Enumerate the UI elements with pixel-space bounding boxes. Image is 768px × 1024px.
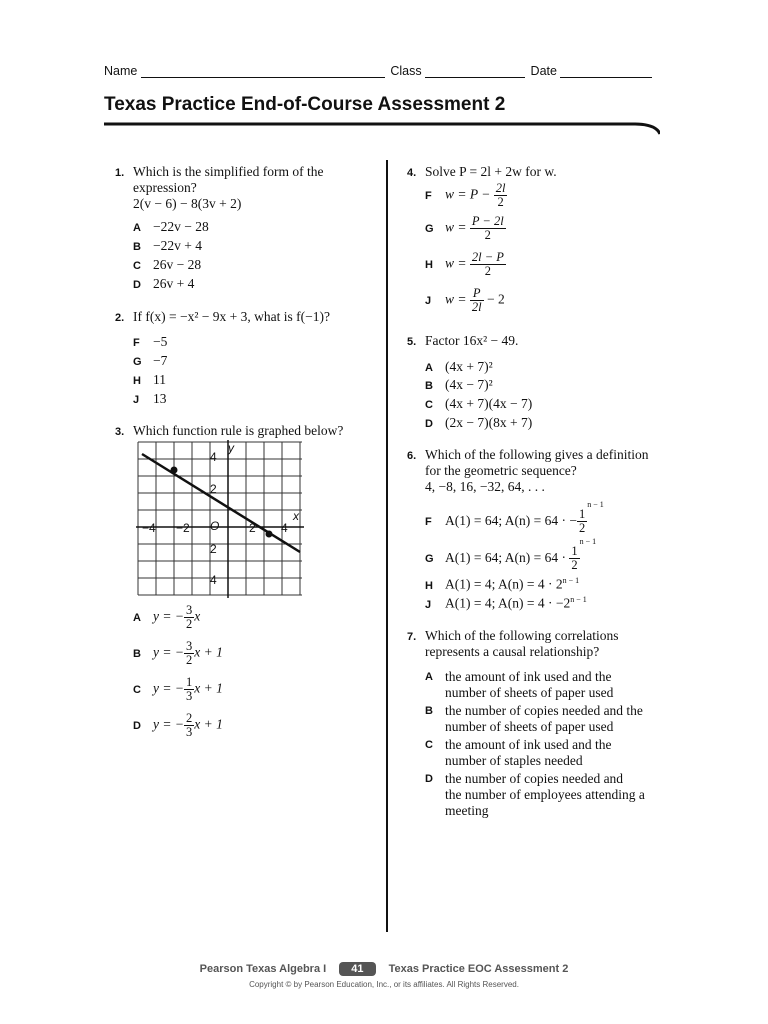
- q7-stem: [425, 628, 618, 660]
- q1-expression: 2(v − 6) − 8(3v + 2): [133, 196, 242, 211]
- numerator: 1: [578, 507, 586, 522]
- option-letter: F: [133, 337, 140, 349]
- class-label: Class: [390, 64, 422, 78]
- q3-number: 3.: [115, 426, 125, 438]
- option-text: −5: [153, 334, 168, 349]
- numerator: 2l: [495, 181, 506, 195]
- q2-number: 2.: [115, 312, 125, 324]
- y-tick-label: 2: [210, 542, 217, 556]
- numerator: 2: [185, 711, 193, 725]
- q6-text2: for the geometric sequence?: [425, 463, 577, 478]
- q7-text1: Which of the following correlations: [425, 628, 619, 643]
- option-text: −22v − 28: [153, 219, 209, 234]
- q7-number: 7.: [407, 631, 417, 643]
- denominator: 3: [185, 725, 193, 739]
- option-text: x + 1: [194, 716, 223, 732]
- q7-option-a[interactable]: [425, 669, 613, 701]
- q3-graph: [136, 440, 306, 600]
- q2-option-f[interactable]: [133, 334, 167, 350]
- denominator: 2: [578, 521, 586, 536]
- title-rule: [104, 122, 660, 136]
- option-text: x: [194, 608, 201, 624]
- option-text: w =: [445, 255, 467, 271]
- q1-option-b[interactable]: [133, 238, 202, 254]
- option-text: w =: [445, 291, 467, 307]
- option-letter: G: [425, 222, 434, 235]
- x-axis-label: x: [293, 509, 299, 523]
- y-tick-label: 4: [210, 573, 217, 587]
- q3-option-d[interactable]: [133, 712, 223, 739]
- option-letter: J: [133, 394, 140, 406]
- option-text: y = −: [153, 608, 184, 624]
- option-text: 26v + 4: [153, 276, 195, 291]
- q4-option-h[interactable]: [425, 251, 506, 278]
- option-text: y = −: [153, 644, 184, 660]
- denominator: 2: [484, 264, 492, 278]
- q1-option-d[interactable]: [133, 276, 194, 292]
- exponent: n − 1: [570, 595, 587, 604]
- y-axis-label: y: [228, 441, 234, 455]
- graph-grid: [138, 442, 302, 595]
- name-field[interactable]: [141, 65, 385, 78]
- x-tick-label: −4: [142, 521, 156, 535]
- fraction: [470, 251, 506, 278]
- option-text: x + 1: [194, 680, 223, 696]
- numerator: 1: [571, 544, 578, 559]
- option-letter: H: [425, 579, 433, 592]
- option-letter: B: [425, 380, 433, 392]
- option-letter: F: [425, 516, 432, 528]
- option-text: the number of employees attending a: [445, 787, 645, 802]
- q1-stem: [133, 164, 323, 212]
- q5-option-d[interactable]: [425, 415, 532, 431]
- option-text: number of sheets of paper used: [445, 685, 614, 700]
- graph-line: [142, 454, 300, 552]
- origin-label: O: [210, 519, 220, 533]
- option-text: w =: [445, 219, 467, 235]
- option-text: x + 1: [194, 644, 223, 660]
- q4-option-j[interactable]: [425, 287, 505, 314]
- option-text: A(1) = 4; A(n) = 4 · −2: [445, 595, 571, 611]
- option-text: the number of copies needed and the: [445, 703, 643, 718]
- option-letter: A: [133, 222, 141, 234]
- fraction: [569, 545, 579, 572]
- fraction: [184, 712, 194, 739]
- y-tick-label: 4: [210, 450, 217, 464]
- numerator: P: [470, 287, 484, 301]
- q7-option-d[interactable]: [425, 771, 645, 819]
- q4-option-g[interactable]: [425, 215, 506, 242]
- q6-option-f[interactable]: [425, 500, 604, 535]
- option-letter: A: [425, 671, 433, 683]
- option-letter: J: [425, 598, 432, 611]
- q7-text2: represents a causal relationship?: [425, 644, 600, 659]
- option-text: the amount of ink used and the: [445, 737, 612, 752]
- option-text: (2x − 7)(8x + 7): [445, 415, 533, 430]
- q5-option-c[interactable]: [425, 396, 532, 412]
- q1-number: 1.: [115, 167, 125, 179]
- q5-stem: Factor 16x² − 49.: [425, 333, 519, 348]
- option-letter: C: [425, 739, 433, 751]
- q3-option-c[interactable]: [133, 676, 223, 703]
- date-label: Date: [530, 64, 557, 78]
- option-letter: G: [425, 553, 434, 565]
- option-text: −22v + 4: [153, 238, 202, 253]
- fraction: [470, 287, 484, 314]
- q6-text3: 4, −8, 16, −32, 64, . . .: [425, 479, 545, 494]
- student-info-line: [104, 64, 652, 78]
- q5-option-b[interactable]: [425, 377, 493, 393]
- graph-point: [171, 467, 178, 474]
- x-tick-label: −2: [176, 521, 190, 535]
- fraction: [184, 676, 194, 703]
- option-text: (4x + 7)(4x − 7): [445, 396, 533, 411]
- option-letter: D: [133, 719, 141, 732]
- option-text: y = −: [153, 680, 184, 696]
- exponent: n − 1: [579, 537, 597, 546]
- option-text: A(1) = 64; A(n) = 64 ·: [445, 550, 566, 565]
- q2-stem: If f(x) = −x² − 9x + 3, what is f(−1)?: [133, 309, 330, 324]
- option-text: number of sheets of paper used: [445, 719, 614, 734]
- q7-option-b[interactable]: [425, 703, 643, 735]
- option-text: A(1) = 64; A(n) = 64 · −: [445, 513, 577, 528]
- date-field[interactable]: [560, 65, 652, 78]
- denominator: 2: [185, 653, 193, 667]
- denominator: 3: [185, 689, 193, 703]
- q2-option-g[interactable]: [133, 353, 167, 369]
- q6-number: 6.: [407, 450, 417, 462]
- fraction: [494, 182, 508, 209]
- page-title: Texas Practice End-of-Course Assessment 2: [104, 94, 506, 115]
- option-letter: J: [425, 294, 432, 307]
- name-label: Name: [104, 64, 138, 78]
- denominator: 2: [185, 617, 193, 631]
- column-divider: [386, 160, 388, 932]
- option-letter: C: [133, 260, 141, 272]
- option-letter: D: [425, 773, 433, 785]
- option-letter: H: [133, 375, 141, 387]
- q6-option-g[interactable]: [425, 537, 596, 572]
- q6-text1: Which of the following gives a definition: [425, 447, 649, 462]
- option-text: A(1) = 4; A(n) = 4 · 2: [445, 576, 563, 592]
- option-text: −7: [153, 353, 168, 368]
- q6-option-j[interactable]: [425, 595, 587, 612]
- graph-point: [266, 531, 273, 538]
- option-letter: A: [133, 611, 141, 624]
- option-letter: B: [425, 705, 433, 717]
- option-letter: B: [133, 647, 141, 660]
- option-letter: F: [425, 189, 432, 202]
- option-text: the amount of ink used and the: [445, 669, 612, 684]
- option-letter: H: [425, 258, 433, 271]
- x-tick-label: 4: [281, 521, 288, 535]
- class-field[interactable]: [425, 65, 525, 78]
- option-letter: D: [425, 418, 433, 430]
- denominator: 2: [484, 228, 491, 242]
- exponent: n − 1: [562, 576, 580, 585]
- option-text: number of staples needed: [445, 753, 583, 768]
- option-text: 11: [153, 372, 166, 387]
- q7-option-c[interactable]: [425, 737, 611, 769]
- option-text: meeting: [445, 803, 489, 818]
- numerator: 3: [185, 639, 193, 653]
- q1-option-a[interactable]: [133, 219, 209, 235]
- fraction: [577, 508, 587, 535]
- page-footer: [0, 962, 768, 989]
- denominator: 2l: [471, 300, 482, 314]
- option-text: − 2: [486, 291, 505, 307]
- q4-option-f[interactable]: [425, 182, 507, 209]
- option-text: y = −: [153, 716, 184, 732]
- numerator: 3: [185, 603, 193, 617]
- option-letter: C: [425, 399, 433, 411]
- q1-text1: Which is the simplified form of the: [133, 164, 324, 179]
- q3-stem: Which function rule is graphed below?: [133, 423, 344, 438]
- option-text: 26v − 28: [153, 257, 202, 272]
- q5-number: 5.: [407, 336, 417, 348]
- exponent: n − 1: [587, 500, 604, 509]
- q2-option-h[interactable]: [133, 372, 166, 388]
- q3-option-b[interactable]: [133, 640, 223, 667]
- q1-option-c[interactable]: [133, 257, 201, 273]
- fraction: [184, 604, 194, 631]
- q2-option-j[interactable]: [133, 391, 167, 407]
- q1-text2: expression?: [133, 180, 197, 195]
- denominator: 2: [571, 558, 578, 573]
- option-text: w = P −: [445, 186, 491, 202]
- numerator: 2l − P: [471, 250, 504, 264]
- footer-book-title: Pearson Texas Algebra I: [199, 963, 327, 975]
- option-letter: G: [133, 356, 142, 368]
- page-number: 41: [339, 962, 375, 976]
- q6-option-h[interactable]: [425, 576, 579, 593]
- option-text: 13: [153, 391, 167, 406]
- q4-number: 4.: [407, 167, 417, 179]
- q3-option-a[interactable]: [133, 604, 200, 631]
- option-letter: C: [133, 683, 141, 696]
- numerator: 1: [185, 675, 193, 689]
- y-tick-label: 2: [210, 482, 217, 496]
- copyright: Copyright © by Pearson Education, Inc., or its affiliates. All Rights Reserved.: [249, 980, 519, 989]
- fraction: [184, 640, 194, 667]
- option-letter: B: [133, 241, 141, 253]
- denominator: 2: [497, 195, 504, 209]
- option-text: (4x + 7)²: [445, 359, 493, 374]
- fraction: [470, 215, 506, 242]
- option-letter: A: [425, 362, 433, 374]
- q4-stem: Solve P = 2l + 2w for w.: [425, 164, 557, 179]
- option-text: the number of copies needed and: [445, 771, 624, 786]
- numerator: P − 2l: [471, 214, 504, 228]
- x-tick-label: 2: [249, 521, 256, 535]
- q5-option-a[interactable]: [425, 359, 493, 375]
- q6-stem: [425, 447, 648, 495]
- option-letter: D: [133, 279, 141, 291]
- footer-assessment-title: Texas Practice EOC Assessment 2: [388, 963, 569, 975]
- option-text: (4x − 7)²: [445, 377, 493, 392]
